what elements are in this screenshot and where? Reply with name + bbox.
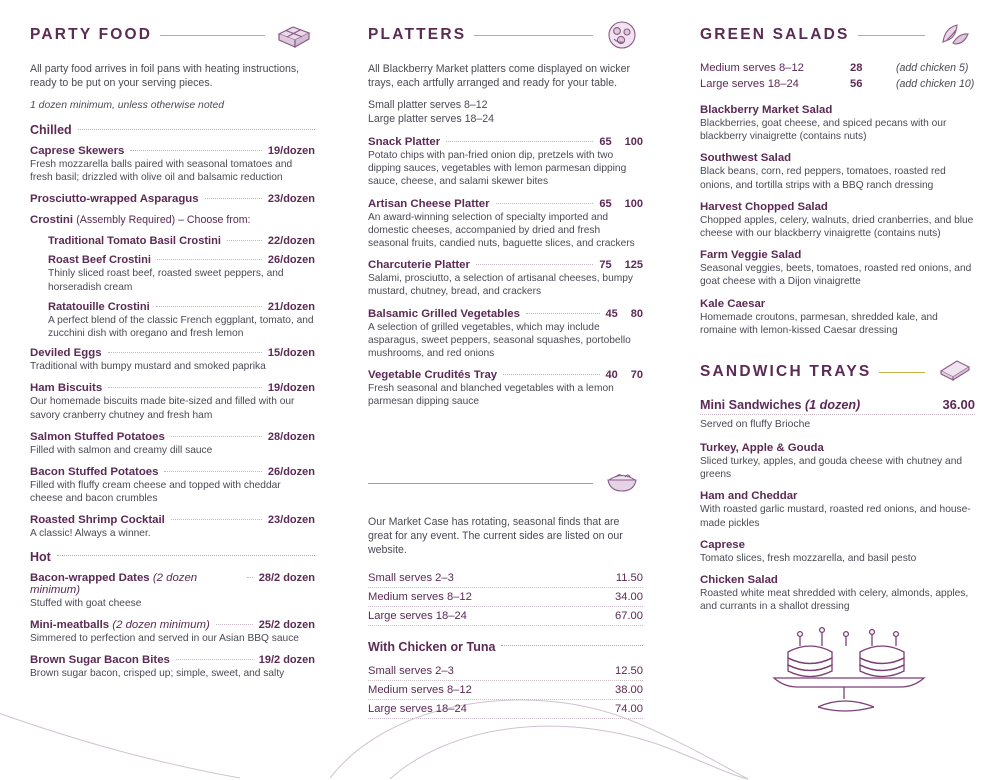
leader-dots xyxy=(503,373,599,375)
leader-dots xyxy=(176,658,253,660)
item-name: Farm Veggie Salad xyxy=(700,249,802,262)
salad-size-price: 56 xyxy=(850,78,863,90)
leader-dots xyxy=(476,263,593,265)
party-food-note: 1 dozen minimum, unless otherwise noted xyxy=(30,100,225,111)
menu-item xyxy=(30,466,315,505)
item-price: 28/dozen xyxy=(267,430,315,443)
menu-item xyxy=(30,347,315,373)
menu-item-group xyxy=(30,214,315,226)
item-name: Roasted Shrimp Cocktail xyxy=(30,514,165,527)
item-description: Homemade croutons, parmesan, shredded kale, and romaine with lemon-kissed Caesar dressing xyxy=(700,311,938,336)
item-price xyxy=(599,259,643,271)
side-row xyxy=(368,700,643,719)
item-price: 19/2 dozen xyxy=(258,654,315,667)
item-description: Chopped apples, celery, walnuts, dried cranberries, and blue cheese with our blackberry vinaigrette (contains nuts) xyxy=(700,214,974,240)
menu-item xyxy=(700,201,975,240)
hot-label: Hot xyxy=(30,549,51,564)
item-qualifier: (2 dozen minimum) xyxy=(30,571,198,596)
item-description: Salami, prosciutto, a selection of artisanal cheeses, bumpy mustard, chutney, bread, and crackers xyxy=(368,273,634,298)
side-price: 38.00 xyxy=(615,683,643,696)
side-price: 34.00 xyxy=(615,590,643,603)
sides-intro: Our Market Case has rotating, seasonal finds that are great for any event. The current sides are listed on our website. xyxy=(368,515,623,556)
menu-item xyxy=(30,654,315,680)
item-description: Fresh mozzarella balls paired with seasonal tomatoes and fresh basil; drizzled with olive oil and balsamic reduction xyxy=(30,159,293,184)
green-salads-heading xyxy=(700,18,975,52)
greens-icon xyxy=(933,18,975,52)
decorative-swoosh-left xyxy=(0,690,300,780)
leader-dots xyxy=(130,149,262,151)
item-name: Turkey, Apple & Gouda xyxy=(700,442,824,455)
mini-sandwiches-label xyxy=(700,398,860,412)
menu-item xyxy=(30,572,315,610)
item-description: Black beans, corn, red peppers, tomatoes, roasted red onions, and tortilla strips with a BBQ ranch dressing xyxy=(700,166,946,191)
heading-rule xyxy=(879,372,925,373)
salad-size-price: 28 xyxy=(850,62,863,74)
item-description: Fresh seasonal and blanched vegetables with a lemon parmesan dipping sauce xyxy=(368,383,614,408)
item-price: 23/dozen xyxy=(267,193,315,206)
item-price xyxy=(599,198,643,210)
item-name: Brown Sugar Bacon Bites xyxy=(30,654,170,667)
heading-rule xyxy=(474,35,593,36)
menu-subitem xyxy=(48,254,315,293)
salad-size-row xyxy=(700,62,975,74)
price-large: 100 xyxy=(624,136,643,148)
item-description: Seasonal veggies, beets, tomatoes, roasted red onions, and goat cheese with a Dijon vinaigrette xyxy=(700,263,972,288)
item-name: Kale Caesar xyxy=(700,297,766,310)
item-description: A selection of grilled vegetables, which may include asparagus, sweet peppers, seasonal squashes, portobello mushrooms, and red onions xyxy=(368,321,631,360)
item-name: Traditional Tomato Basil Crostini xyxy=(48,235,221,248)
item-name: Salmon Stuffed Potatoes xyxy=(30,430,165,443)
chicken-tuna-subheading xyxy=(368,640,643,654)
served-note: Served on fluffy Brioche xyxy=(700,419,811,431)
side-price: 74.00 xyxy=(615,702,643,715)
menu-item xyxy=(368,308,643,361)
item-name: Bacon Stuffed Potatoes xyxy=(30,466,159,479)
menu-item xyxy=(700,104,975,143)
platters-title: PLATTERS xyxy=(368,26,467,43)
price-large: 100 xyxy=(624,197,643,210)
item-price: 26/dozen xyxy=(267,466,315,479)
sandwich-icon xyxy=(933,355,975,389)
platters-intro: All Blackberry Market platters come displayed on wicker trays, each artfully arranged and ready for your table. xyxy=(368,63,630,89)
salad-add-chicken: (add chicken 5) xyxy=(896,62,969,74)
subheading-rule xyxy=(57,554,315,556)
mini-sandwiches-qualifier: (1 dozen) xyxy=(804,398,861,413)
item-price: 21/dozen xyxy=(267,300,315,313)
side-row xyxy=(368,681,643,700)
item-name: Ham and Cheddar xyxy=(700,490,798,503)
item-name: Prosciutto-wrapped Asparagus xyxy=(30,193,199,206)
item-name: Deviled Eggs xyxy=(30,347,102,360)
side-price: 67.00 xyxy=(615,609,643,622)
item-price: 19/dozen xyxy=(267,382,315,395)
party-food-intro: All party food arrives in foil pans with heating instructions, ready to be put on your serving pieces. xyxy=(30,63,300,89)
green-salads-title: GREEN SALADS xyxy=(700,26,850,43)
item-price: 23/dozen xyxy=(267,514,315,527)
mini-sandwiches-name: Mini Sandwiches xyxy=(700,398,802,413)
item-description: Traditional with bumpy mustard and smoked paprika xyxy=(30,361,266,373)
leader-dots xyxy=(446,140,593,142)
price-small: 40 xyxy=(605,369,618,382)
menu-subitem xyxy=(48,301,315,340)
platters-column xyxy=(368,18,643,719)
item-description: Filled with fluffy cream cheese and topped with cheddar cheese and bacon crumbles xyxy=(30,480,281,505)
item-description: Tomato slices, fresh mozzarella, and basil pesto xyxy=(700,552,917,564)
leader-dots xyxy=(216,623,253,625)
platters-heading xyxy=(368,18,643,52)
large-platter-serves: Large platter serves 18–24 xyxy=(368,113,495,125)
item-price xyxy=(599,136,643,148)
subheading-rule xyxy=(78,128,315,130)
item-price: 26/dozen xyxy=(267,254,315,267)
item-qualifier: (Assembly Required) – Choose from: xyxy=(76,214,251,227)
side-row xyxy=(368,662,643,681)
side-size-label: Medium serves 8–12 xyxy=(368,590,472,603)
item-description: A classic! Always a winner. xyxy=(30,528,151,540)
price-large: 70 xyxy=(630,369,643,382)
leader-dots xyxy=(205,197,262,199)
small-platter-serves: Small platter serves 8–12 xyxy=(368,99,488,111)
mini-sandwiches-row xyxy=(700,397,975,415)
heading-rule xyxy=(368,483,593,484)
sides-heading xyxy=(368,467,643,501)
item-name: Snack Platter xyxy=(368,136,441,148)
item-description: Brown sugar bacon, crisped up; simple, sweet, and salty xyxy=(30,668,285,680)
price-small: 65 xyxy=(599,197,612,210)
price-large: 125 xyxy=(624,259,643,272)
side-size-label: Medium serves 8–12 xyxy=(368,683,472,696)
salads-column xyxy=(700,18,975,622)
sandwich-stand-illustration xyxy=(760,622,950,712)
leader-dots xyxy=(157,258,262,260)
menu-item xyxy=(700,442,975,481)
menu-item xyxy=(368,136,643,189)
leader-dots xyxy=(171,435,262,437)
item-name xyxy=(30,619,210,631)
price-small: 45 xyxy=(605,307,618,320)
leader-dots xyxy=(108,386,262,388)
item-name: Ham Biscuits xyxy=(30,382,103,395)
item-name: Roast Beef Crostini xyxy=(48,254,151,267)
side-size-label: Large serves 18–24 xyxy=(368,609,467,622)
leader-dots xyxy=(496,202,594,204)
item-name xyxy=(30,214,251,226)
party-food-heading xyxy=(30,18,315,52)
item-price: 19/dozen xyxy=(267,145,315,157)
item-name: Southwest Salad xyxy=(700,152,792,165)
chilled-label: Chilled xyxy=(30,123,72,137)
chilled-subheading xyxy=(30,123,315,137)
menu-item xyxy=(30,382,315,421)
menu-item xyxy=(368,259,643,298)
menu-item xyxy=(700,539,975,565)
item-name: Vegetable Crudités Tray xyxy=(368,369,498,382)
menu-item xyxy=(30,514,315,540)
item-price: 25/2 dozen xyxy=(258,618,315,631)
item-description: Thinly sliced roast beef, roasted sweet peppers, and horseradish cream xyxy=(48,268,284,293)
menu-item xyxy=(700,298,975,337)
salad-size-label: Medium serves 8–12 xyxy=(700,62,804,74)
item-description: Sliced turkey, apples, and gouda cheese with chutney and greens xyxy=(700,456,963,481)
gift-box-icon xyxy=(273,18,315,52)
side-size-label: Small serves 2–3 xyxy=(368,664,454,677)
heading-rule xyxy=(858,35,925,36)
item-price xyxy=(606,308,644,320)
sandwich-trays-title: SANDWICH TRAYS xyxy=(700,363,872,381)
menu-item xyxy=(30,145,315,184)
side-row xyxy=(368,588,643,607)
party-food-column xyxy=(30,18,315,689)
item-description: Roasted white meat shredded with celery, almonds, apples, and currants in a shallot dressing xyxy=(700,588,969,613)
side-price: 12.50 xyxy=(615,664,643,677)
leader-dots xyxy=(171,518,262,520)
item-name: Blackberry Market Salad xyxy=(700,104,833,116)
item-description: With roasted garlic mustard, roasted red onions, and house-made pickles xyxy=(700,504,971,529)
item-name: Chicken Salad xyxy=(700,574,778,587)
menu-item xyxy=(30,193,315,205)
menu-item xyxy=(30,431,315,457)
item-description: Filled with salmon and creamy dill sauce xyxy=(30,444,213,456)
item-name: Ratatouille Crostini xyxy=(48,300,150,313)
item-name-text: Bacon-wrapped Dates xyxy=(30,571,150,584)
item-description: A perfect blend of the classic French eggplant, tomato, and zucchini dish with oregano and fresh lemon xyxy=(48,314,314,340)
item-price: 15/dozen xyxy=(267,347,315,360)
item-price: 22/dozen xyxy=(267,235,315,248)
side-row xyxy=(368,607,643,626)
platter-icon xyxy=(601,18,643,52)
mini-sandwiches-price: 36.00 xyxy=(942,397,975,413)
item-name-text: Mini-meatballs xyxy=(30,618,110,631)
menu-item xyxy=(700,152,975,191)
side-size-label: Small serves 2–3 xyxy=(368,571,454,584)
side-price: 11.50 xyxy=(615,571,643,584)
item-price: 28/2 dozen xyxy=(258,571,315,584)
item-name xyxy=(30,572,241,596)
sandwich-trays-heading xyxy=(700,355,975,389)
item-price xyxy=(606,369,644,381)
price-small: 75 xyxy=(599,259,612,272)
item-description: An award-winning selection of specialty imported and domestic cheeses, accompanied by dried and fresh seasonal fruits, candied nuts, baguette slices, and crackers xyxy=(368,211,635,250)
item-name: Artisan Cheese Platter xyxy=(368,197,490,210)
item-name: Caprese Skewers xyxy=(30,145,125,157)
leader-dots xyxy=(156,305,262,307)
item-description: Potato chips with pan-fried onion dip, pretzels with two dipping sauces, vegetables with lemon parmesan dipping sauce, cheese, and salami skewer bites xyxy=(368,150,627,188)
price-large: 80 xyxy=(630,307,643,320)
price-small: 65 xyxy=(599,136,612,148)
leader-dots xyxy=(164,470,261,472)
chicken-tuna-label: With Chicken or Tuna xyxy=(368,639,496,654)
menu-item xyxy=(368,198,643,251)
item-name: Charcuterie Platter xyxy=(368,259,470,272)
item-name: Caprese xyxy=(700,538,745,551)
menu-item xyxy=(700,574,975,613)
leader-dots xyxy=(227,239,262,241)
item-qualifier: (2 dozen minimum) xyxy=(112,618,210,631)
salad-size-label: Large serves 18–24 xyxy=(700,78,799,90)
side-row xyxy=(368,569,643,588)
salad-size-row xyxy=(700,78,975,90)
menu-item xyxy=(700,490,975,529)
heading-rule xyxy=(160,35,265,36)
item-description: Simmered to perfection and served in our Asian BBQ sauce xyxy=(30,632,299,644)
salad-add-chicken: (add chicken 10) xyxy=(896,78,975,90)
side-size-label: Large serves 18–24 xyxy=(368,702,467,715)
item-name: Harvest Chopped Salad xyxy=(700,200,828,213)
menu-item xyxy=(30,619,315,645)
leader-dots xyxy=(247,576,253,578)
menu-subitem xyxy=(48,235,315,247)
menu-item xyxy=(368,369,643,408)
subheading-rule xyxy=(501,644,643,646)
party-food-title: PARTY FOOD xyxy=(30,26,153,43)
item-description: Blackberries, goat cheese, and spiced pecans with our blackberry vinaigrette (contains nuts) xyxy=(700,118,947,143)
item-description: Our homemade biscuits made bite-sized and filled with our savory cranberry chutney and fresh ham xyxy=(30,396,295,421)
menu-item xyxy=(700,249,975,288)
item-description: Stuffed with goat cheese xyxy=(30,597,142,609)
bowl-icon xyxy=(601,467,643,501)
item-name-text: Crostini xyxy=(30,214,74,227)
hot-subheading xyxy=(30,550,315,564)
platters-size-note xyxy=(368,98,643,126)
leader-dots xyxy=(526,312,600,314)
item-name: Balsamic Grilled Vegetables xyxy=(368,307,520,320)
leader-dots xyxy=(108,351,262,353)
